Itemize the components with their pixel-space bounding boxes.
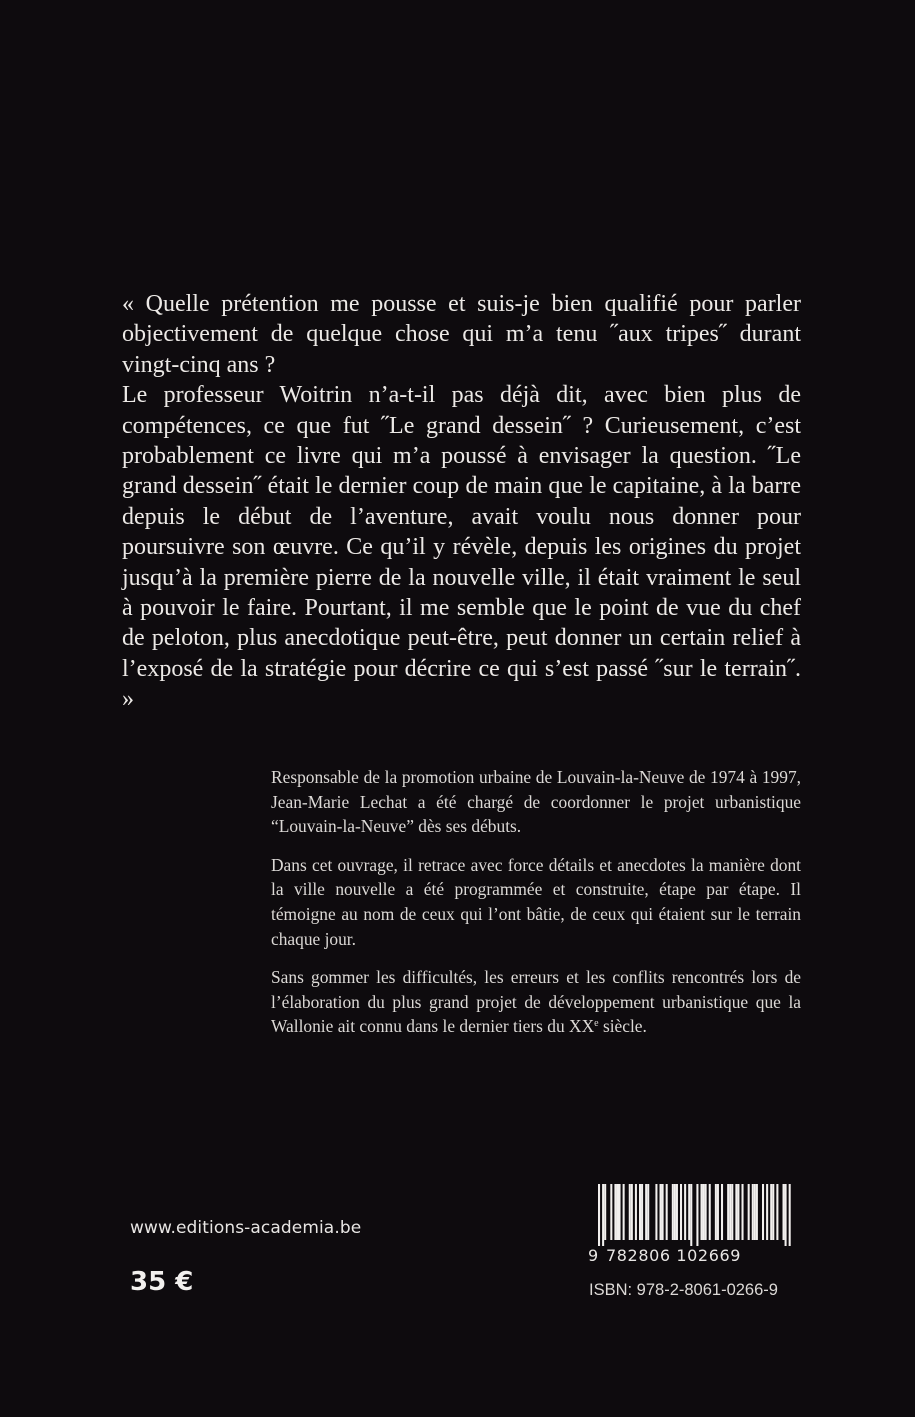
blurb-paragraph <box>271 965 801 1039</box>
barcode-bar <box>623 1184 625 1240</box>
barcode-bar <box>604 1184 606 1240</box>
barcode-bar <box>783 1184 785 1240</box>
barcode-bar <box>742 1184 744 1240</box>
barcode-bar <box>614 1184 616 1240</box>
barcode-bar <box>602 1184 604 1246</box>
quote-paragraph: « Quelle prétention me pousse et suis-je bien qualifié pour parler objectivement de quelque chose qui m’a tenu ˝aux tripes˝ durant vingt-cinq ans ? <box>122 291 801 378</box>
barcode-bar <box>754 1184 756 1240</box>
author-blurb <box>271 765 801 1053</box>
barcode-bar <box>756 1184 758 1240</box>
barcode-bar <box>690 1184 692 1246</box>
barcode-bar <box>676 1184 678 1240</box>
barcode-bar <box>709 1184 711 1240</box>
barcode-bar <box>721 1184 723 1240</box>
barcode-bar <box>766 1184 768 1240</box>
century-superscript: e <box>594 1018 599 1030</box>
barcode-bar <box>629 1184 631 1240</box>
barcode-bar <box>647 1184 649 1240</box>
barcode-bar <box>696 1184 698 1246</box>
barcode-bar <box>610 1184 612 1240</box>
barcode-bar <box>717 1184 719 1240</box>
barcode-bar <box>672 1184 674 1240</box>
barcode-bar <box>662 1184 664 1240</box>
barcode-bar <box>748 1184 750 1240</box>
isbn-number: ISBN: 978-2-8061-0266-9 <box>589 1281 778 1299</box>
barcode-bar <box>635 1184 637 1240</box>
barcode-bar <box>660 1184 662 1240</box>
barcode-bar <box>701 1184 703 1240</box>
barcode-bar <box>639 1184 641 1240</box>
blurb-paragraph: Responsable de la promotion urbaine de Louvain-la-Neuve de 1974 à 1997, Jean-Marie Lechat a été chargé de coordonner le projet urbanistique “Louvain-la-Neuve” dès ses débuts. <box>271 767 801 837</box>
barcode-bar <box>762 1184 764 1240</box>
barcode-bar <box>729 1184 731 1240</box>
barcode-bar <box>715 1184 717 1240</box>
barcode-bar <box>735 1184 737 1240</box>
barcode-bar <box>598 1184 600 1246</box>
publisher-website[interactable]: www.editions-academia.be <box>130 1218 362 1238</box>
barcode-bar <box>641 1184 643 1240</box>
blurb-text-end: siècle. <box>598 1016 647 1037</box>
barcode-bar <box>655 1184 657 1240</box>
back-cover-quote <box>122 289 801 715</box>
barcode-bar <box>731 1184 733 1240</box>
barcode-bar <box>684 1184 686 1240</box>
barcode-digits: 782806 102669 <box>606 1246 742 1265</box>
barcode-bar <box>616 1184 618 1240</box>
barcode-bar <box>727 1184 729 1240</box>
blurb-text: Sans gommer les difficultés, les erreurs et les conflits rencontrés lors de l’élaboration du plus grand projet de développement urbanistique que la Wallonie ait connu dans le dernier tiers du XX <box>271 967 801 1037</box>
barcode-bar <box>705 1184 707 1240</box>
barcode-bar <box>772 1184 774 1240</box>
barcode <box>588 1184 806 1270</box>
barcode-bar <box>619 1184 621 1240</box>
barcode-bar <box>680 1184 682 1240</box>
barcode-bar <box>737 1184 739 1240</box>
barcode-first-digit: 9 <box>588 1246 599 1265</box>
barcode-bar <box>645 1184 647 1240</box>
barcode-bar <box>770 1184 772 1240</box>
barcode-bar <box>776 1184 778 1240</box>
barcode-bar <box>666 1184 668 1240</box>
barcode-bar <box>688 1184 690 1240</box>
blurb-paragraph: Dans cet ouvrage, il retrace avec force détails et anecdotes la manière dont la ville nouvelle a été programmée et construite, étape par étape. Il témoigne au nom de ceux qui l’ont bâtie, de ceux qui étaient sur le terrain chaque jour. <box>271 854 801 949</box>
quote-paragraph: Le professeur Woitrin n’a-t-il pas déjà dit, avec bien plus de compétences, ce que fut ˝Le grand dessein˝ ? Curieusement, c’est probablement ce livre qui m’a poussé à envisager la question. ˝Le grand dessein˝ était le dernier coup de main que le capitaine, à la barre depuis le début de l’aventure, avait voulu nous donner pour poursuivre son œuvre. Ce qu’il y révèle, depuis les origines du projet jusqu’à la première pierre de la nouvelle ville, il était vraiment le seul à pouvoir le faire. Pourtant, il me semble que le point de vue du chef de peloton, plus anecdotique peut-être, peut donner un certain relief à l’exposé de la stratégie pour décrire ce qui s’est passé ˝sur le terrain˝. » <box>122 382 801 713</box>
price: 35 € <box>130 1267 194 1297</box>
barcode-bar <box>631 1184 633 1240</box>
barcode-bar <box>703 1184 705 1240</box>
barcode-bars <box>588 1184 806 1246</box>
barcode-bar <box>752 1184 754 1240</box>
barcode-bar <box>789 1184 791 1246</box>
barcode-bar <box>785 1184 787 1246</box>
barcode-bar <box>674 1184 676 1240</box>
